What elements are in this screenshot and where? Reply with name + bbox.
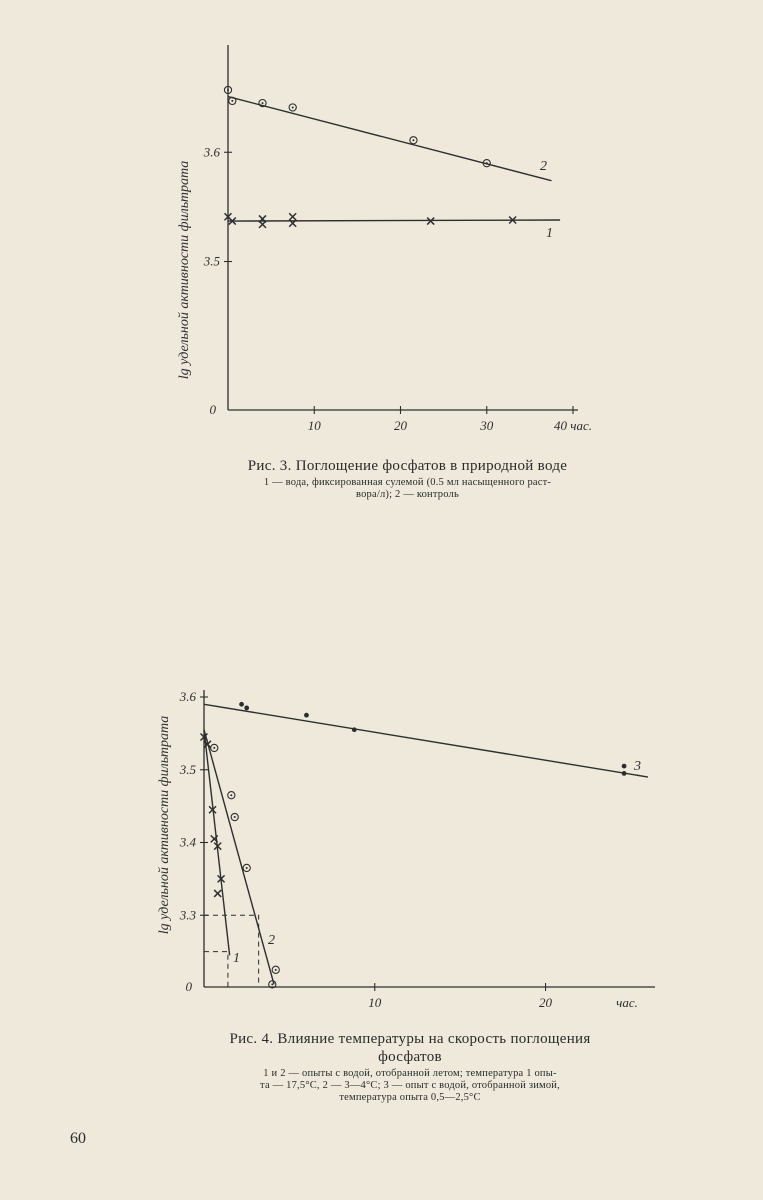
x-tick-label: 30 (480, 418, 494, 433)
fit-line-series-2 (228, 97, 551, 181)
data-point-series-3 (239, 702, 244, 707)
caption-fig4 (170, 1030, 650, 1104)
data-point-center (234, 816, 236, 818)
series-label-3: 3 (634, 759, 641, 774)
y-tick-label: 3.3 (179, 907, 196, 923)
caption-fig3 (195, 457, 620, 501)
chart-fig4 (0, 660, 763, 1020)
x-unit-label: час. (616, 995, 638, 1010)
data-point-center (227, 89, 229, 91)
data-point-center (231, 100, 233, 102)
x-tick-label: 40 час. (554, 418, 592, 433)
chart-fig3 (0, 0, 763, 450)
data-point-series-3 (622, 771, 627, 776)
data-point-series-1 (214, 890, 221, 897)
series-label-1: 1 (546, 226, 553, 241)
data-point-center (213, 747, 215, 749)
page-number: 60 (70, 1130, 86, 1147)
caption-fig3-title: Рис. 3. Поглощение фосфатов в природной воде (247, 458, 568, 474)
data-point-center (246, 867, 248, 869)
series-label-1: 1 (233, 951, 240, 966)
data-point-series-3 (244, 706, 249, 711)
y-axis-label: lg удельной активности фильтрата (157, 715, 172, 935)
fit-line-series-3 (204, 704, 648, 777)
x-tick-label: 10 (307, 418, 321, 433)
x-tick-label: 20 (539, 995, 553, 1010)
fit-line-series-1 (228, 220, 560, 221)
data-point-center (271, 983, 273, 985)
data-point-center (262, 102, 264, 104)
data-point-center (230, 794, 232, 796)
y-origin-label: 0 (209, 402, 216, 417)
caption-fig4-note-line3: температура опыта 0,5—2,5°С (339, 1092, 481, 1103)
series-label-2: 2 (540, 159, 547, 174)
y-origin-label: 0 (185, 979, 192, 994)
x-tick-label: 10 (368, 995, 382, 1010)
caption-fig4-title-line1: Рис. 4. Влияние температуры на скорость поглощения (229, 1031, 591, 1047)
data-point-center (486, 162, 488, 164)
caption-fig4-note-line2: та — 17,5°С, 2 — 3—4°С; 3 — опыт с водой, отобранной зимой, (260, 1080, 560, 1091)
data-point-center (292, 106, 294, 108)
x-tick-label: 20 (394, 418, 407, 433)
y-axis-label: lg удельной активности фильтрата (177, 160, 192, 380)
caption-fig4-title-line2: фосфатов (378, 1049, 442, 1065)
y-tick-label: 3.5 (179, 761, 196, 777)
y-tick-label: 3.6 (203, 144, 220, 160)
data-point-center (412, 139, 414, 141)
fit-line-series-2 (204, 730, 274, 985)
y-tick-label: 3.4 (179, 834, 196, 850)
caption-fig3-note (195, 477, 620, 501)
caption-fig4-note-line1: 1 и 2 — опыты с водой, отобранной летом; температура 1 опы- (263, 1068, 557, 1079)
data-point-series-3 (352, 727, 357, 732)
caption-fig3-note-line2: вора/л); 2 — контроль (356, 489, 459, 500)
data-point-series-1 (289, 213, 296, 220)
y-tick-label: 3.6 (179, 689, 196, 704)
data-point-series-3 (304, 713, 309, 718)
series-label-2: 2 (268, 933, 275, 948)
y-tick-label: 3.5 (203, 253, 220, 269)
caption-fig4-note (170, 1068, 650, 1104)
data-point-series-3 (622, 764, 627, 769)
data-point-series-1 (259, 221, 266, 228)
dashed-guide-series-1 (204, 952, 228, 987)
data-point-center (275, 969, 277, 971)
caption-fig3-note-line1: 1 — вода, фиксированная сулемой (0.5 мл насыщенного раст- (263, 477, 552, 488)
dashed-guide-series-2 (204, 915, 259, 987)
